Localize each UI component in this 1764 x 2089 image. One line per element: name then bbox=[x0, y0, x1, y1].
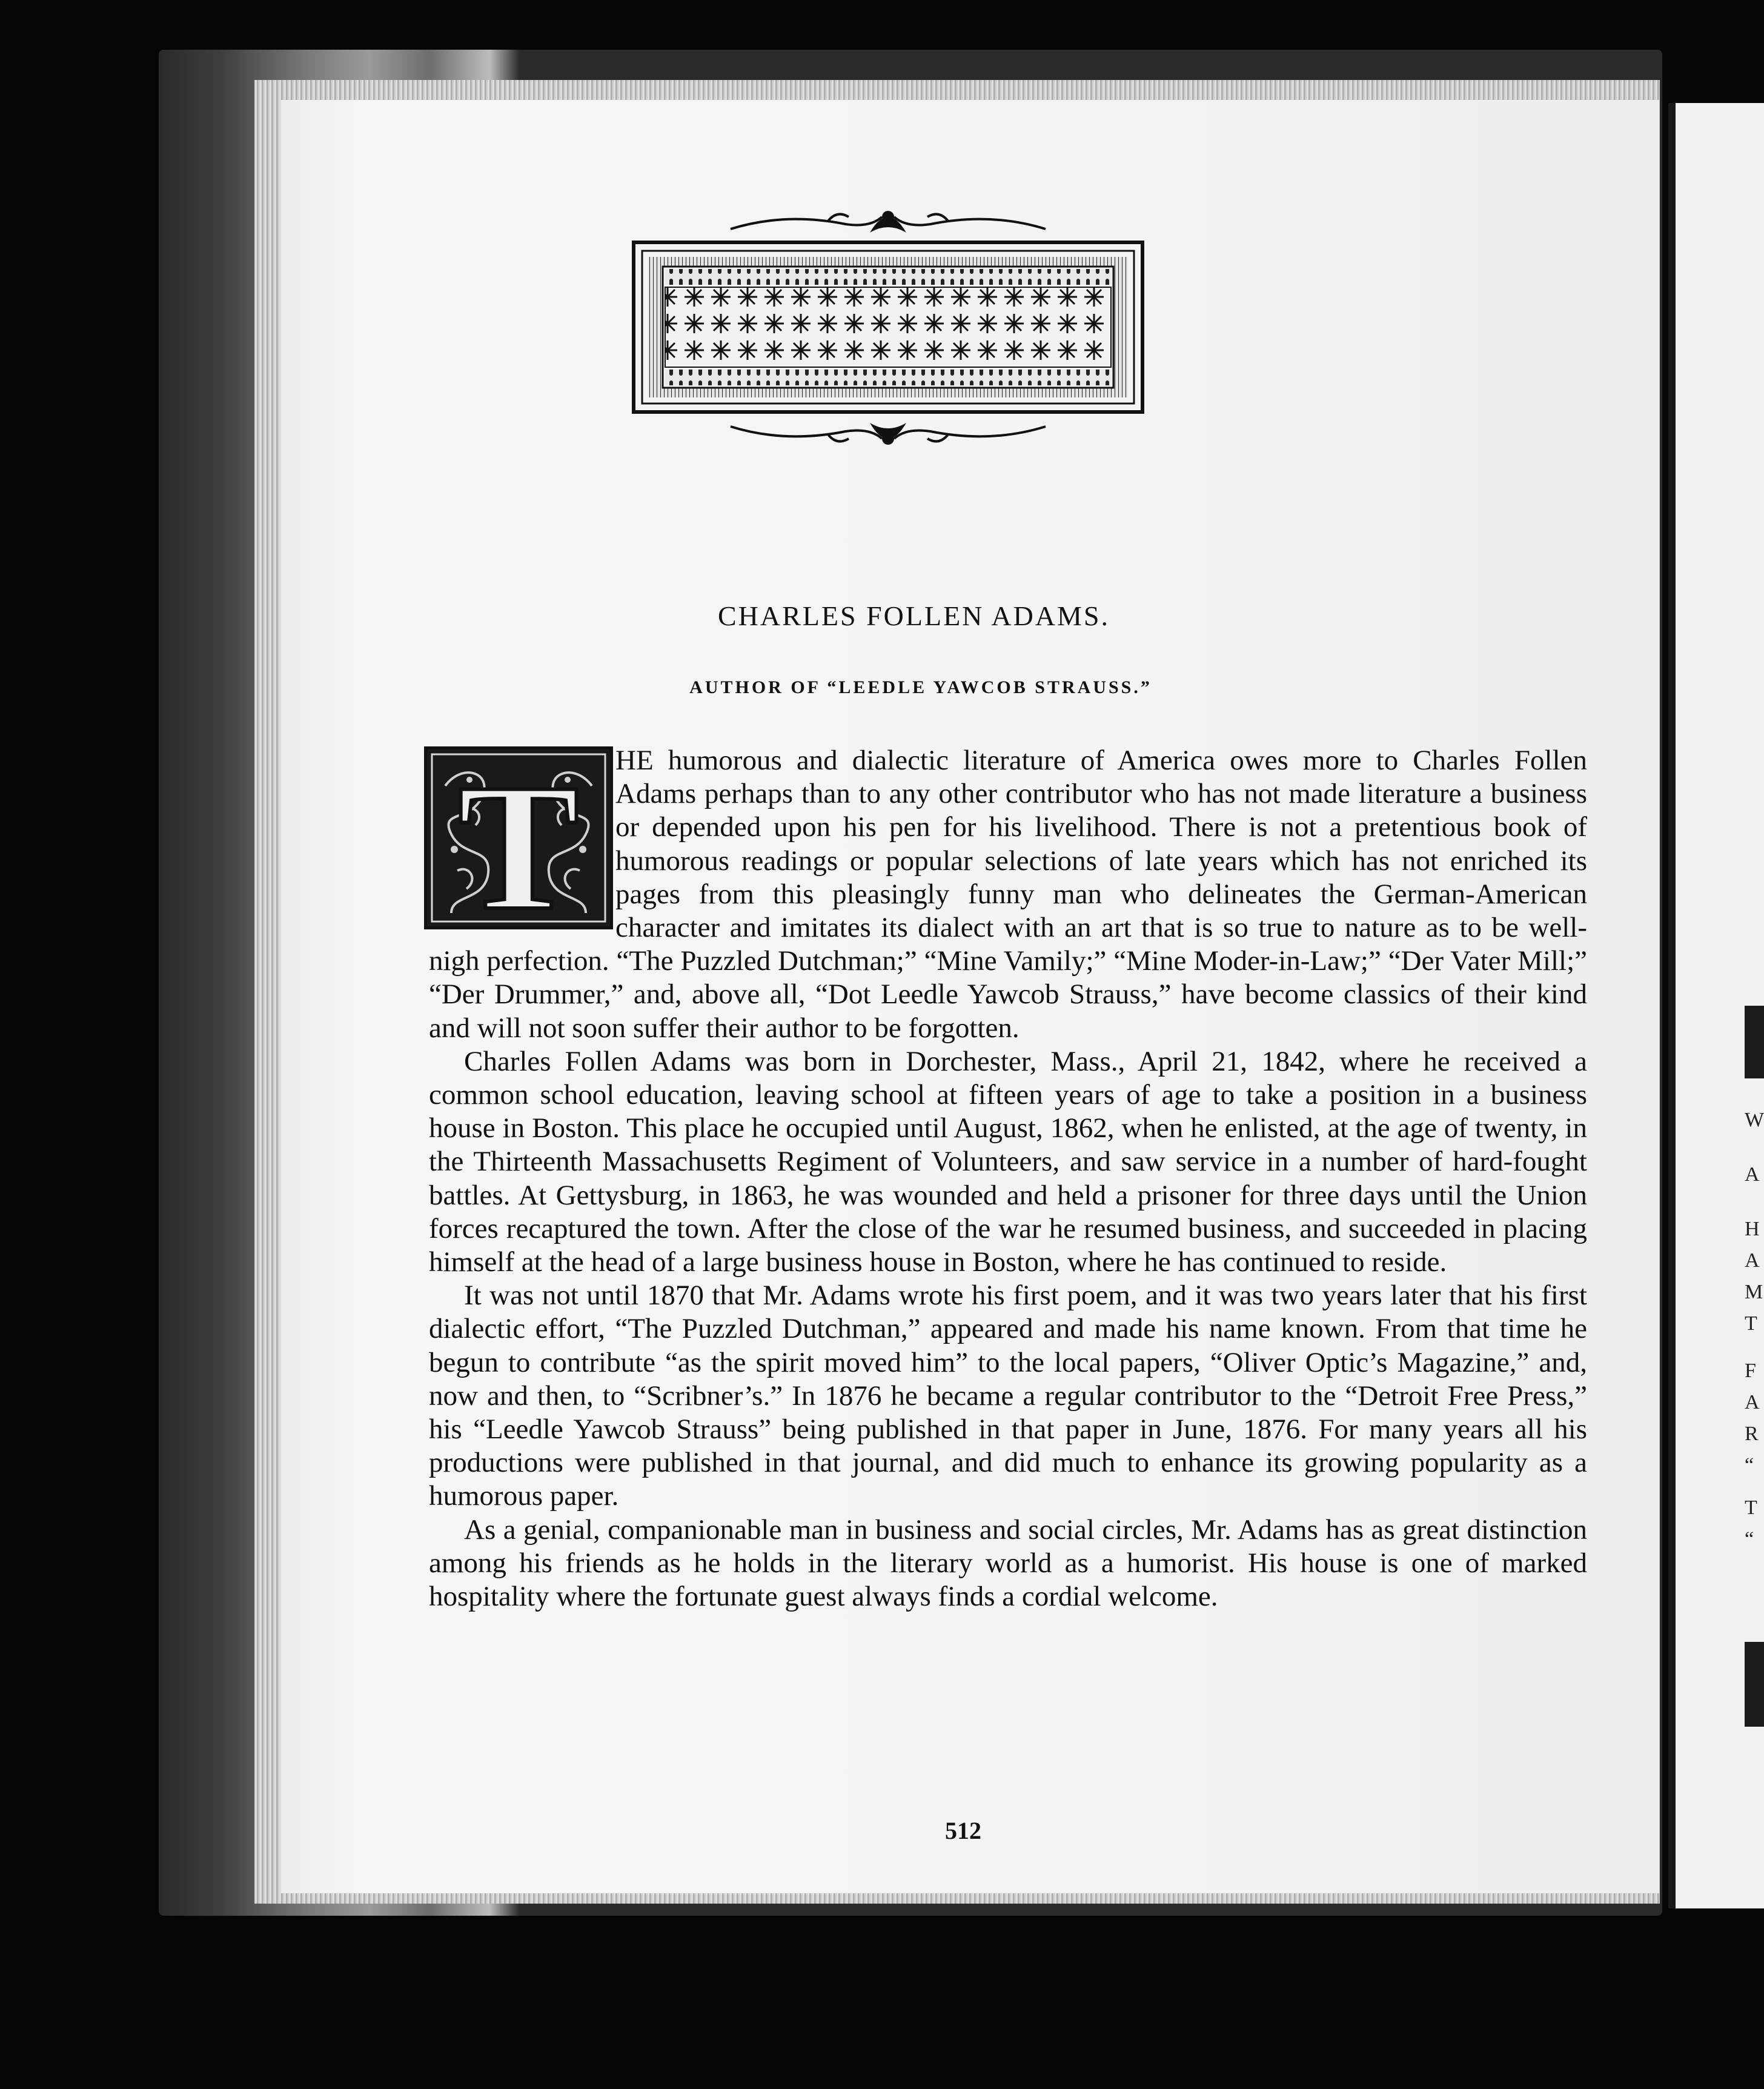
facing-page-letter: F bbox=[1745, 1360, 1756, 1382]
facing-page-letter: “ bbox=[1745, 1454, 1754, 1476]
facing-page-drop-cap bbox=[1745, 1642, 1764, 1727]
paragraph: It was not until 1870 that Mr. Adams wrote his first poem, and it was two years later that his first dialectic effort, “The Puzzled Dutchman,” appeared and made his name known. From that time he begun to contribute “as the spirit moved him” to the local papers, “Oliver Optic’s Magazine,” and, now and then, to “Scribner’s.” In 1876 he became a regular contributor to the “Detroit Free Press,” his “Leedle Yawcob Strauss” being published in that paper in June, 1876. For many years all his productions were published in that journal, and did much to enhance its growing popularity as a humorous paper. bbox=[429, 1280, 1587, 1512]
facing-page-letter: T bbox=[1745, 1496, 1757, 1519]
paragraph: As a genial, companionable man in business and social circles, Mr. Adams has as great distinction among his friends as he holds in the literary world as a humorist. His house is one of marked hospitality where the fortunate guest always finds a cordial welcome. bbox=[429, 1513, 1587, 1613]
chapter-subtitle: AUTHOR OF “LEEDLE YAWCOB STRAUSS.” bbox=[689, 677, 1152, 697]
page-number: 512 bbox=[945, 1817, 981, 1844]
paragraph: Charles Follen Adams was born in Dorchester, Mass., April 21, 1842, where he received a common school education, leaving school at fifteen years of age to take a position in a business house in Boston. This place he occupied until August, 1862, when he enlisted, at the age of twenty, in the Thirteenth Massachusetts Regiment of Volunteers, and saw service in a number of hard-fought battles. At Gettysburg, in 1863, he was wounded and held a prisoner for three days until the Union forces recaptured the town. After the close of the war he resumed business, and succeeded in placing himself at the head of a large business house in Boston, where he has continued to reside. bbox=[429, 1045, 1587, 1278]
paragraph: HE humorous and dialectic literature of America owes more to Charles Follen Adams perhaps than to any other contributor who has not made literature a business or depended upon his pen for his livelihood. There is not a pretentious book of humorous readings or popular selections of late years which has not enriched its pages from this pleasingly funny man who delineates the German-American character and imitates its dialect with an art that is so true to nature as to be well-nigh perfection. “The Puzzled Dutchman;” “Mine Vamily;” “Mine Moder-in-Law;” “Der Vater Mill;” “Der Drummer,” and, above all, “Dot Leedle Yawcob Strauss,” have become classics of their kind and will not soon suffer their author to be forgotten. bbox=[429, 745, 1587, 1044]
facing-page-ornament bbox=[1745, 1006, 1764, 1078]
facing-page-letter: H bbox=[1745, 1218, 1760, 1240]
chapter-title: CHARLES FOLLEN ADAMS. bbox=[717, 600, 1110, 631]
facing-page-letter: A bbox=[1745, 1249, 1760, 1272]
facing-page-letter: “ bbox=[1745, 1528, 1754, 1550]
drop-cap-letter: T bbox=[457, 749, 580, 926]
article-body bbox=[429, 744, 1587, 1613]
facing-page-letter: A bbox=[1745, 1163, 1760, 1186]
facing-page-letter: R bbox=[1745, 1423, 1759, 1445]
header-ornament bbox=[628, 204, 1149, 452]
facing-page-letter: M bbox=[1745, 1281, 1763, 1303]
facing-page-letter: W bbox=[1745, 1109, 1764, 1131]
facing-page-letter: T bbox=[1745, 1312, 1757, 1335]
facing-page-letter: A bbox=[1745, 1391, 1760, 1413]
